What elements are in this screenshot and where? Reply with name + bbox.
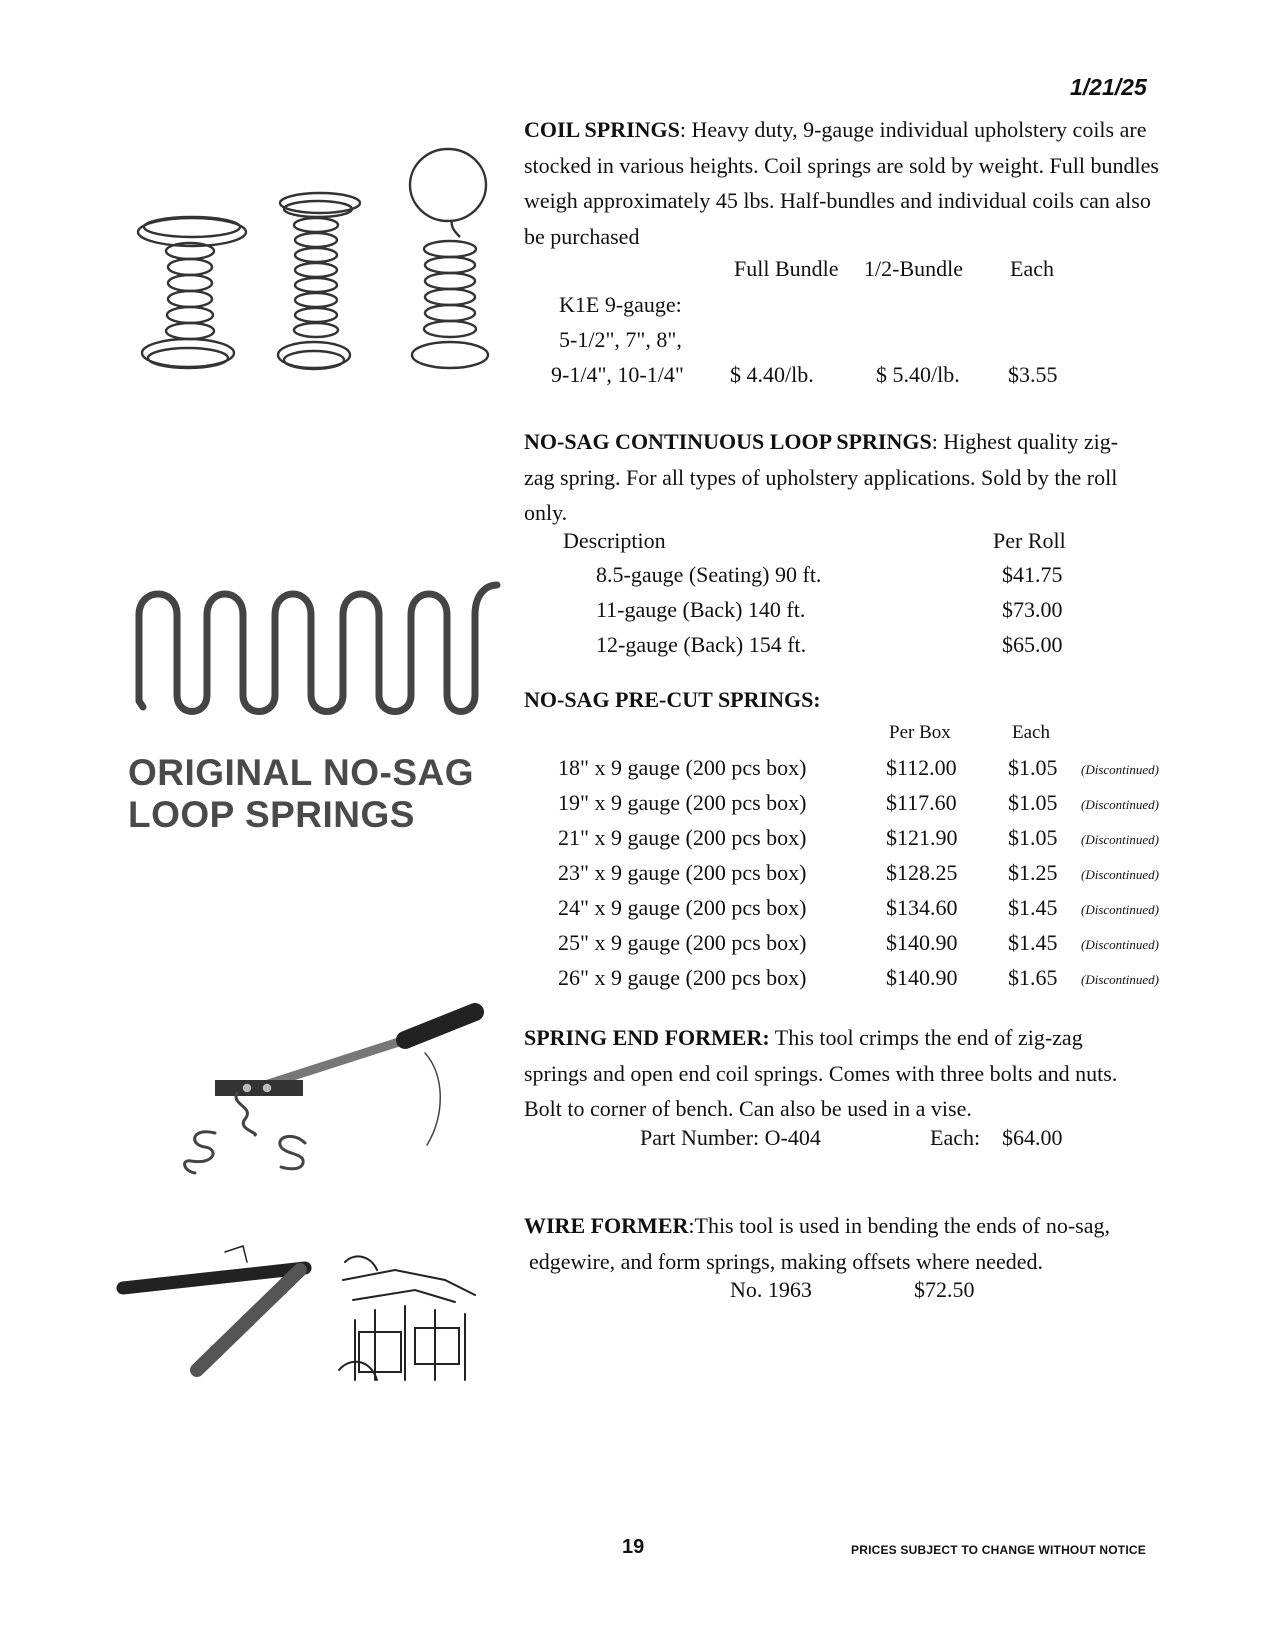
wire-former-price: $72.50 xyxy=(914,1277,975,1302)
page-number: 19 xyxy=(622,1536,645,1558)
footer-disclaimer: PRICES SUBJECT TO CHANGE WITHOUT NOTICE xyxy=(851,1543,1146,1557)
precut-row-box-price: $140.90 xyxy=(886,930,958,955)
loop-springs-section xyxy=(524,424,1134,531)
no-sag-caption-line-1: ORIGINAL NO-SAG xyxy=(128,752,474,793)
wire-former-illustration xyxy=(115,1240,495,1390)
spring-end-former-part-number: Part Number: O-404 xyxy=(640,1125,821,1150)
precut-row-each-price: $1.05 xyxy=(1008,825,1058,850)
coil-price-full-bundle: $ 4.40/lb. xyxy=(730,362,814,387)
precut-row-each-price: $1.45 xyxy=(1008,930,1058,955)
loop-row-description: 11-gauge (Back) 140 ft. xyxy=(596,597,806,622)
page-date: 1/21/25 xyxy=(1070,74,1147,100)
coil-price-half-bundle: $ 5.40/lb. xyxy=(876,362,960,387)
precut-row-box-price: $112.00 xyxy=(886,755,957,780)
coil-header-each: Each xyxy=(1010,256,1054,281)
loop-row-description: 8.5-gauge (Seating) 90 ft. xyxy=(596,562,822,587)
spring-end-former-price: $64.00 xyxy=(1002,1125,1063,1150)
loop-row-price: $41.75 xyxy=(1002,562,1063,587)
loop-header-description: Description xyxy=(563,528,666,553)
wire-former-description-1: :This tool is used in bending the ends of no-sag, xyxy=(688,1213,1111,1238)
loop-row-price: $73.00 xyxy=(1002,597,1063,622)
coil-header-full-bundle: Full Bundle xyxy=(734,256,839,281)
spring-end-former-each-label: Each: xyxy=(930,1125,981,1150)
no-sag-image-caption xyxy=(128,752,474,836)
coil-item-line: K1E 9-gauge: xyxy=(559,292,682,317)
precut-row-description: 21" x 9 gauge (200 pcs box) xyxy=(558,825,807,850)
coil-header-half-bundle: 1/2-Bundle xyxy=(864,256,963,281)
coil-springs-section xyxy=(524,112,1164,254)
loop-springs-title: NO-SAG CONTINUOUS LOOP SPRINGS xyxy=(524,429,932,454)
precut-row-status: (Discontinued) xyxy=(1081,937,1159,952)
precut-row-box-price: $128.25 xyxy=(886,860,958,885)
loop-springs-description: : Highest quality zig-zag spring. For all types of upholstery applications. Sold by the roll only. xyxy=(524,429,1119,526)
loop-row-price: $65.00 xyxy=(1002,632,1063,657)
precut-row-description: 18" x 9 gauge (200 pcs box) xyxy=(558,755,807,780)
spring-end-former-illustration xyxy=(175,995,495,1175)
precut-row-status: (Discontinued) xyxy=(1081,797,1159,812)
precut-row-status: (Discontinued) xyxy=(1081,867,1159,882)
precut-row-each-price: $1.45 xyxy=(1008,895,1058,920)
precut-row-box-price: $121.90 xyxy=(886,825,958,850)
loop-header-per-roll: Per Roll xyxy=(993,528,1066,553)
precut-row-box-price: $117.60 xyxy=(886,790,957,815)
spring-end-former-title: SPRING END FORMER: xyxy=(524,1025,770,1050)
no-sag-caption-line-2: LOOP SPRINGS xyxy=(128,794,415,835)
loop-row-description: 12-gauge (Back) 154 ft. xyxy=(596,632,807,657)
precut-row-description: 26" x 9 gauge (200 pcs box) xyxy=(558,965,807,990)
coil-springs-title: COIL SPRINGS xyxy=(524,117,680,142)
precut-row-status: (Discontinued) xyxy=(1081,972,1159,987)
wire-former-title: WIRE FORMER xyxy=(524,1213,689,1238)
wire-former-line-1 xyxy=(524,1208,1174,1244)
precut-row-description: 25" x 9 gauge (200 pcs box) xyxy=(558,930,807,955)
coil-item-line: 5-1/2", 7", 8", xyxy=(559,327,682,352)
spring-end-former-section xyxy=(524,1020,1134,1127)
wire-former-number: No. 1963 xyxy=(730,1277,812,1302)
coil-springs-description: : Heavy duty, 9-gauge individual upholstery coils are stocked in various heights. Coil springs are sold by weight. Full bundles weigh approximately 45 lbs. Half-bundles and individual coils can also be purchased xyxy=(524,117,1159,249)
wire-former-section xyxy=(524,1208,1174,1279)
precut-title: NO-SAG PRE-CUT SPRINGS: xyxy=(524,687,821,712)
precut-header-per-box: Per Box xyxy=(889,722,951,743)
precut-row-each-price: $1.65 xyxy=(1008,965,1058,990)
coil-price-each: $3.55 xyxy=(1008,362,1058,387)
precut-row-box-price: $134.60 xyxy=(886,895,958,920)
precut-row-description: 23" x 9 gauge (200 pcs box) xyxy=(558,860,807,885)
precut-header-each: Each xyxy=(1012,722,1050,743)
precut-row-each-price: $1.05 xyxy=(1008,790,1058,815)
precut-row-each-price: $1.25 xyxy=(1008,860,1058,885)
coil-springs-illustration xyxy=(120,145,510,390)
no-sag-loop-spring-illustration xyxy=(125,575,505,725)
coil-item-line: 9-1/4", 10-1/4" xyxy=(551,362,684,387)
precut-row-box-price: $140.90 xyxy=(886,965,958,990)
precut-row-status: (Discontinued) xyxy=(1081,762,1159,777)
precut-row-status: (Discontinued) xyxy=(1081,902,1159,917)
precut-row-status: (Discontinued) xyxy=(1081,832,1159,847)
precut-row-description: 24" x 9 gauge (200 pcs box) xyxy=(558,895,807,920)
wire-former-description-2: edgewire, and form springs, making offsets where needed. xyxy=(529,1248,1043,1274)
precut-row-each-price: $1.05 xyxy=(1008,755,1058,780)
spring-end-former-description: This tool crimps the end of zig-zag springs and open end coil springs. Comes with three bolts and nuts. Bolt to corner of bench. Can also be used in a vise. xyxy=(524,1025,1118,1122)
precut-row-description: 19" x 9 gauge (200 pcs box) xyxy=(558,790,807,815)
